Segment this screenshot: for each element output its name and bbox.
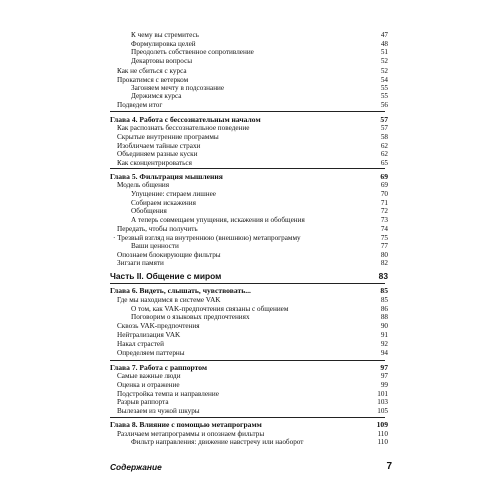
toc-entry-page: 47 bbox=[380, 31, 388, 39]
toc-entry-page: 52 bbox=[380, 67, 388, 75]
toc-entry-title: Оценка и отражение bbox=[117, 381, 180, 389]
toc-entry-page: 62 bbox=[380, 150, 388, 158]
toc-entry-page: 57 bbox=[380, 115, 388, 124]
toc-entry-page: 109 bbox=[376, 420, 388, 429]
toc-entry-title: Упущение: стираем лишнее bbox=[131, 190, 216, 198]
toc-entry-title: Вылезаем из чужой шкуры bbox=[117, 407, 200, 415]
toc-entry-title: Держимся курса bbox=[131, 92, 182, 100]
section-divider bbox=[110, 360, 385, 361]
toc-entry-title: Как не сбиться с курса bbox=[117, 67, 187, 75]
toc-entry-page: 97 bbox=[380, 372, 388, 380]
toc-entry-title: Самые важные люди bbox=[117, 372, 181, 380]
toc-entry-page: 85 bbox=[380, 296, 388, 304]
toc-entry-title: Преодолеть собственное сопротивление bbox=[131, 48, 254, 56]
toc-entry-title: Нейтрализация VAK bbox=[117, 331, 181, 339]
section-divider bbox=[110, 417, 385, 418]
toc-entry-title: О том, как VAK-предпочтения связаны с общением bbox=[131, 305, 289, 313]
toc-entry-page: 80 bbox=[380, 251, 388, 259]
toc-entry-page: 52 bbox=[380, 57, 388, 65]
toc-entry-page: 101 bbox=[377, 390, 388, 398]
toc-entry-page: 77 bbox=[380, 242, 388, 250]
toc-entry-page: 55 bbox=[380, 92, 388, 100]
toc-entry-title: Скрытые внутренние программы bbox=[117, 133, 219, 141]
section-divider bbox=[110, 283, 385, 284]
toc-entry-title: Собираем искажения bbox=[131, 199, 196, 207]
toc-entry-page: 94 bbox=[380, 349, 388, 357]
toc-entry-page: 57 bbox=[380, 124, 388, 132]
toc-entry-page: 83 bbox=[378, 271, 388, 281]
toc-entry-page: 85 bbox=[380, 286, 388, 295]
toc-entry-title: Фильтр направления: движение навстречу или наоборот bbox=[131, 438, 304, 446]
toc-entry-page: 105 bbox=[377, 407, 388, 415]
toc-entry-title: А теперь совмещаем упущения, искажения и обобщения bbox=[131, 216, 305, 224]
toc-entry-title: Загоняем мечту в подсознание bbox=[131, 84, 225, 92]
toc-entry-title: Формулировка целей bbox=[131, 40, 196, 48]
toc-entry-title: Изобличаем тайные страхи bbox=[117, 142, 201, 150]
toc-entry-title: Глава 8. Влияние с помощью метапрограмм bbox=[110, 420, 262, 429]
toc-entry-title: Объединяем разные куски bbox=[117, 150, 198, 158]
toc-entry-title: Декартовы вопросы bbox=[131, 57, 193, 65]
section-divider bbox=[110, 168, 385, 169]
toc-entry-title: Глава 7. Работа с раппортом bbox=[110, 363, 208, 372]
page-footer bbox=[110, 462, 392, 474]
toc-entry-title: Поговорим о языковых предпочтениях bbox=[131, 313, 250, 321]
toc-entry-title: Как распознать бессознательное поведение bbox=[117, 124, 250, 132]
toc-entry-title: Различаем метапрограммы и опознаем фильтры bbox=[117, 430, 265, 438]
toc-entry-page: 58 bbox=[380, 133, 388, 141]
toc-entry-page: 54 bbox=[380, 76, 388, 84]
toc-entry-title: · Трезвый взгляд на внутреннюю (внешнюю) метапрограмму bbox=[113, 234, 301, 242]
toc-entry-page: 65 bbox=[380, 159, 388, 167]
toc-entry-title: Опознаем блокирующие фильтры bbox=[117, 251, 221, 259]
toc-entry-page: 90 bbox=[380, 322, 388, 330]
toc-entry-title: Подстройка темпа и направление bbox=[117, 390, 219, 398]
toc-entry-page: 110 bbox=[377, 438, 388, 446]
toc-entry-page: 97 bbox=[380, 363, 388, 372]
toc-entry-page: 51 bbox=[380, 48, 388, 56]
toc-entry-page: 62 bbox=[380, 142, 388, 150]
toc-entry-page: 69 bbox=[380, 181, 388, 189]
toc-entry-page: 71 bbox=[380, 199, 388, 207]
toc-entry-page: 88 bbox=[380, 313, 388, 321]
toc-entry-title: Накал страстей bbox=[117, 340, 164, 348]
toc-entry-title: Разрыв раппорта bbox=[117, 398, 169, 406]
footer-page-number: 7 bbox=[386, 461, 392, 472]
toc-entry-title: Часть II. Общение с миром bbox=[110, 271, 222, 281]
toc-entry-page: 82 bbox=[380, 259, 388, 267]
toc-entry-page: 99 bbox=[380, 381, 388, 389]
toc-entry-page: 91 bbox=[380, 331, 388, 339]
toc-entry-page: 69 bbox=[380, 172, 388, 181]
toc-entry-page: 74 bbox=[380, 225, 388, 233]
toc-entry-page: 72 bbox=[380, 207, 388, 215]
toc-entry-title: Глава 6. Видеть, слышать, чувствовать... bbox=[110, 286, 251, 295]
toc-entry-title: Сквозь VAK-предпочтения bbox=[117, 322, 200, 330]
toc-entry-title: Подведем итог bbox=[117, 101, 163, 109]
toc-entry-page: 48 bbox=[380, 40, 388, 48]
toc-entry-title: Как сконцентрироваться bbox=[117, 159, 192, 167]
toc-entry-title: Где мы находимся в системе VAK bbox=[117, 296, 221, 304]
toc-entry-page: 55 bbox=[380, 84, 388, 92]
toc-entry-title: Модель общения bbox=[117, 181, 170, 189]
toc-entry-page: 86 bbox=[380, 305, 388, 313]
footer-section-label: Содержание bbox=[110, 462, 162, 472]
toc-entry-title: Обобщения bbox=[131, 207, 167, 215]
section-divider bbox=[110, 111, 385, 112]
toc-entry-title: Прокатимся с ветерком bbox=[117, 76, 189, 84]
toc-entry-page: 103 bbox=[377, 398, 388, 406]
toc-entry-page: 92 bbox=[380, 340, 388, 348]
toc-entry-page: 110 bbox=[377, 430, 388, 438]
toc-entry-title: К чему вы стремитесь bbox=[131, 31, 199, 39]
toc-entry-title: Ваши ценности bbox=[131, 242, 179, 250]
toc-entry-title: Передать, чтобы получить bbox=[117, 225, 198, 233]
toc-entry-page: 75 bbox=[380, 234, 388, 242]
toc-entry-title: Глава 5. Фильтрация мышления bbox=[110, 172, 223, 181]
toc-entry-title: Глава 4. Работа с бессознательным началом bbox=[110, 115, 261, 124]
toc-entry-title: Зигзаги памяти bbox=[117, 259, 164, 267]
toc-entry-page: 73 bbox=[380, 216, 388, 224]
toc-entry-page: 56 bbox=[380, 101, 388, 109]
toc-entry-title: Определяем паттерны bbox=[117, 349, 185, 357]
toc-entry-page: 70 bbox=[380, 190, 388, 198]
